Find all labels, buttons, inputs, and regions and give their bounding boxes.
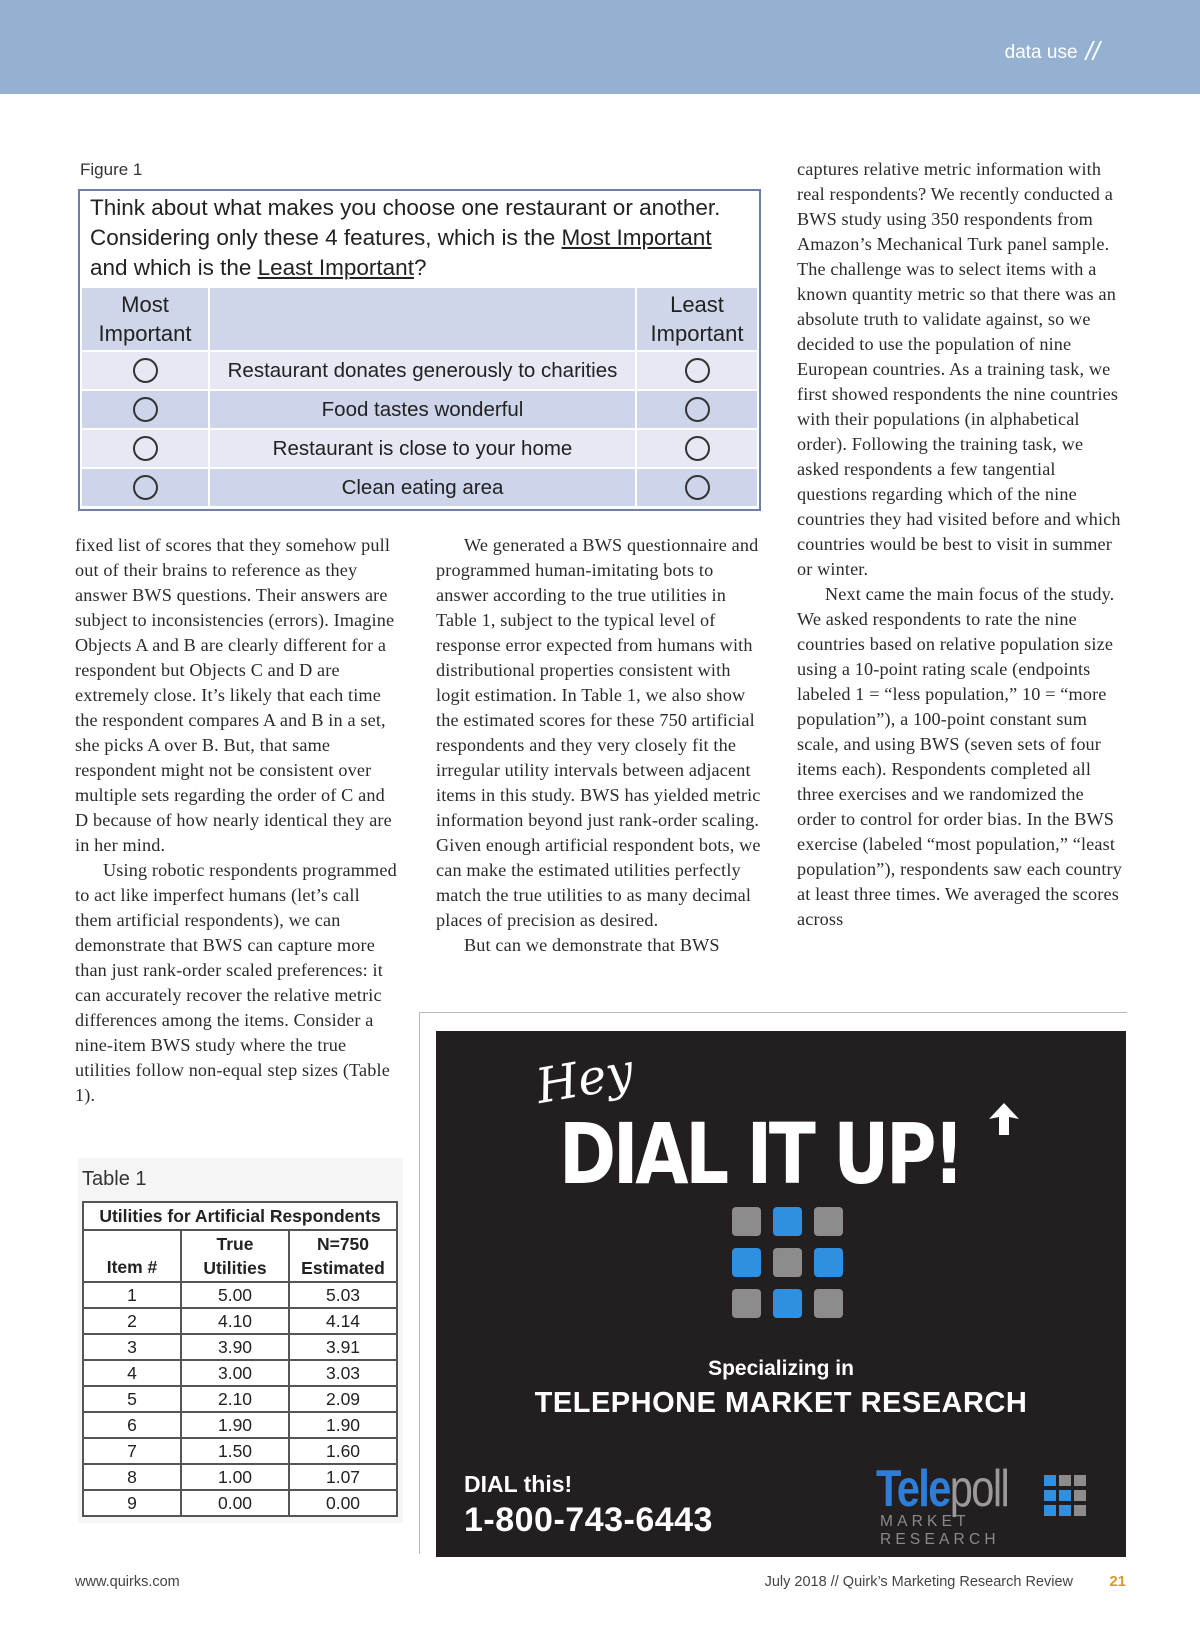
up-arrow-icon [989, 1103, 1019, 1135]
ad-headline: DIAL IT UP! [559, 1105, 962, 1203]
logo-tagline: MARKET RESEARCH [880, 1513, 1000, 1548]
telepoll-advertisement[interactable] [436, 1031, 1126, 1557]
col2-paragraph-1: We generated a BWS questionnaire and programmed human-imitating bots to answer according to the true utilities in Table 1, subject to the typical level of response error expected from humans with distributional properties consistent with logit estimation. In Table 1, we also show the estimated scores for these 750 artificial respondents and they very closely fit the irregular utility intervals between adjacent items in this study. BWS has yielded metric information beyond just rank-order scaling. Given enough artificial respondent bots, we can make the estimated utilities perfectly match the true utilities to as many decimal places of precision as desired. [436, 535, 761, 930]
header-true-utilities: True Utilities [181, 1230, 289, 1282]
footer-issue: July 2018 // Quirk’s Marketing Research Review [764, 1574, 1073, 1590]
table-row: 3 3.90 3.91 [83, 1334, 397, 1360]
table-row: 6 1.90 1.90 [83, 1412, 397, 1438]
question-part-1: Think about what makes you choose one restaurant or another. Considering only these 4 features, which is the [90, 195, 721, 250]
least-important-underlined: Least Important [257, 255, 414, 280]
ad-hey: Hey [531, 1042, 638, 1116]
ad-specializing: Specializing in [708, 1357, 854, 1380]
question-part-2: and which is the [90, 255, 258, 280]
logo-grid-icon [1044, 1475, 1088, 1517]
table-caption: Utilities for Artificial Respondents [83, 1202, 397, 1230]
least-radio-4[interactable] [685, 475, 710, 500]
article-column-3 [797, 157, 1127, 932]
ad-specialty: TELEPHONE MARKET RESEARCH [534, 1387, 1028, 1419]
telepoll-logo [876, 1460, 1091, 1548]
least-radio-1[interactable] [685, 358, 710, 383]
section-name: data use [1004, 42, 1078, 63]
choice-item-1: Restaurant donates generously to charities [209, 351, 636, 390]
ad-frame-line [419, 1012, 420, 1554]
table-row: 7 1.50 1.60 [83, 1438, 397, 1464]
section-tag [1005, 34, 1100, 65]
col1-paragraph-1: fixed list of scores that they somehow pull out of their brains to reference as they answer BWS questions. Their answers are subject to inconsistencies (errors). Imagine Objects A and B are clearly different for a respondent but Objects C and D are extremely close. It’s likely that each time the respondent compares A and B in a set, she picks A over B. But, that same respondent might not be consistent over multiple sets regarding the order of C and D because of how nearly identical they are in her mind. [75, 535, 395, 855]
figure-question [90, 193, 750, 283]
most-radio-2[interactable] [133, 397, 158, 422]
ad-dial-this: DIAL this! [464, 1471, 573, 1497]
blank-header [209, 287, 636, 351]
col1-paragraph-2: Using robotic respondents programmed to act like imperfect humans (let’s call them artificial respondents), we can demonstrate that BWS can capture more than just rank-order scaled preferences: it can accurately recover the relative metric differences among the items. Consider a nine-item BWS study where the true utilities follow non-equal step sizes (Table 1). [75, 860, 397, 1105]
least-radio-2[interactable] [685, 397, 710, 422]
ad-phone-number[interactable]: 1-800-743-6443 [464, 1501, 713, 1539]
most-radio-4[interactable] [133, 475, 158, 500]
page-number: 21 [1109, 1573, 1126, 1590]
col3-paragraph-1: captures relative metric information with real respondents? We recently conducted a BWS study using 350 respondents from Amazon’s Mechanical Turk panel sample. The challenge was to select items with a known quantity metric so that there was an absolute truth to validate against, so we decided to use the population of nine European countries. As a training task, we first showed respondents the nine countries with their populations (in alphabetical order). Following the training task, we asked respondents a few tangential questions regarding which of the nine countries they had visited before and which countries would be best to visit in summer or winter. [797, 159, 1121, 579]
table-row: 2 4.10 4.14 [83, 1308, 397, 1334]
table-row: 8 1.00 1.07 [83, 1464, 397, 1490]
table-label: Table 1 [82, 1168, 147, 1190]
bws-choice-table [80, 286, 759, 508]
figure-1 [78, 189, 761, 511]
choice-item-4: Clean eating area [209, 468, 636, 507]
keypad-icon [732, 1207, 844, 1319]
choice-item-3: Restaurant is close to your home [209, 429, 636, 468]
header-estimated: N=750 Estimated [289, 1230, 397, 1282]
article-column-2 [436, 533, 766, 958]
ad-frame-line [419, 1012, 1127, 1013]
least-important-header: Least Important [636, 287, 758, 351]
table-row: 1 5.00 5.03 [83, 1282, 397, 1308]
col3-paragraph-2: Next came the main focus of the study. We asked respondents to rate the nine countries based on relative population size using a 10-point rating scale (endpoints labeled 1 = “less population,” 10 = “more population”), a 100-point constant sum scale, and using BWS (seven sets of four items each). Respondents completed all three exercises and we randomized the order to control for order bias. In the BWS exercise (labeled “most population,” “least population”), respondents saw each country at least three times. We averaged the scores across [797, 584, 1122, 929]
logo-wordmark: Telepoll [876, 1460, 1009, 1518]
utilities-table [82, 1201, 398, 1517]
choice-item-2: Food tastes wonderful [209, 390, 636, 429]
header-bar [0, 0, 1200, 94]
least-radio-3[interactable] [685, 436, 710, 461]
col2-paragraph-2: But can we demonstrate that BWS [464, 935, 720, 955]
figure-label: Figure 1 [80, 160, 143, 179]
most-important-underlined: Most Important [561, 225, 712, 250]
footer-url[interactable]: www.quirks.com [75, 1574, 180, 1590]
table-row: 5 2.10 2.09 [83, 1386, 397, 1412]
question-part-3: ? [413, 255, 427, 280]
most-radio-3[interactable] [133, 436, 158, 461]
header-item: Item # [83, 1230, 181, 1282]
section-slash: // [1085, 36, 1100, 66]
article-column-1 [75, 533, 400, 1108]
table-row: 9 0.00 0.00 [83, 1490, 397, 1516]
most-radio-1[interactable] [133, 358, 158, 383]
most-important-header: Most Important [81, 287, 209, 351]
table-row: 4 3.00 3.03 [83, 1360, 397, 1386]
